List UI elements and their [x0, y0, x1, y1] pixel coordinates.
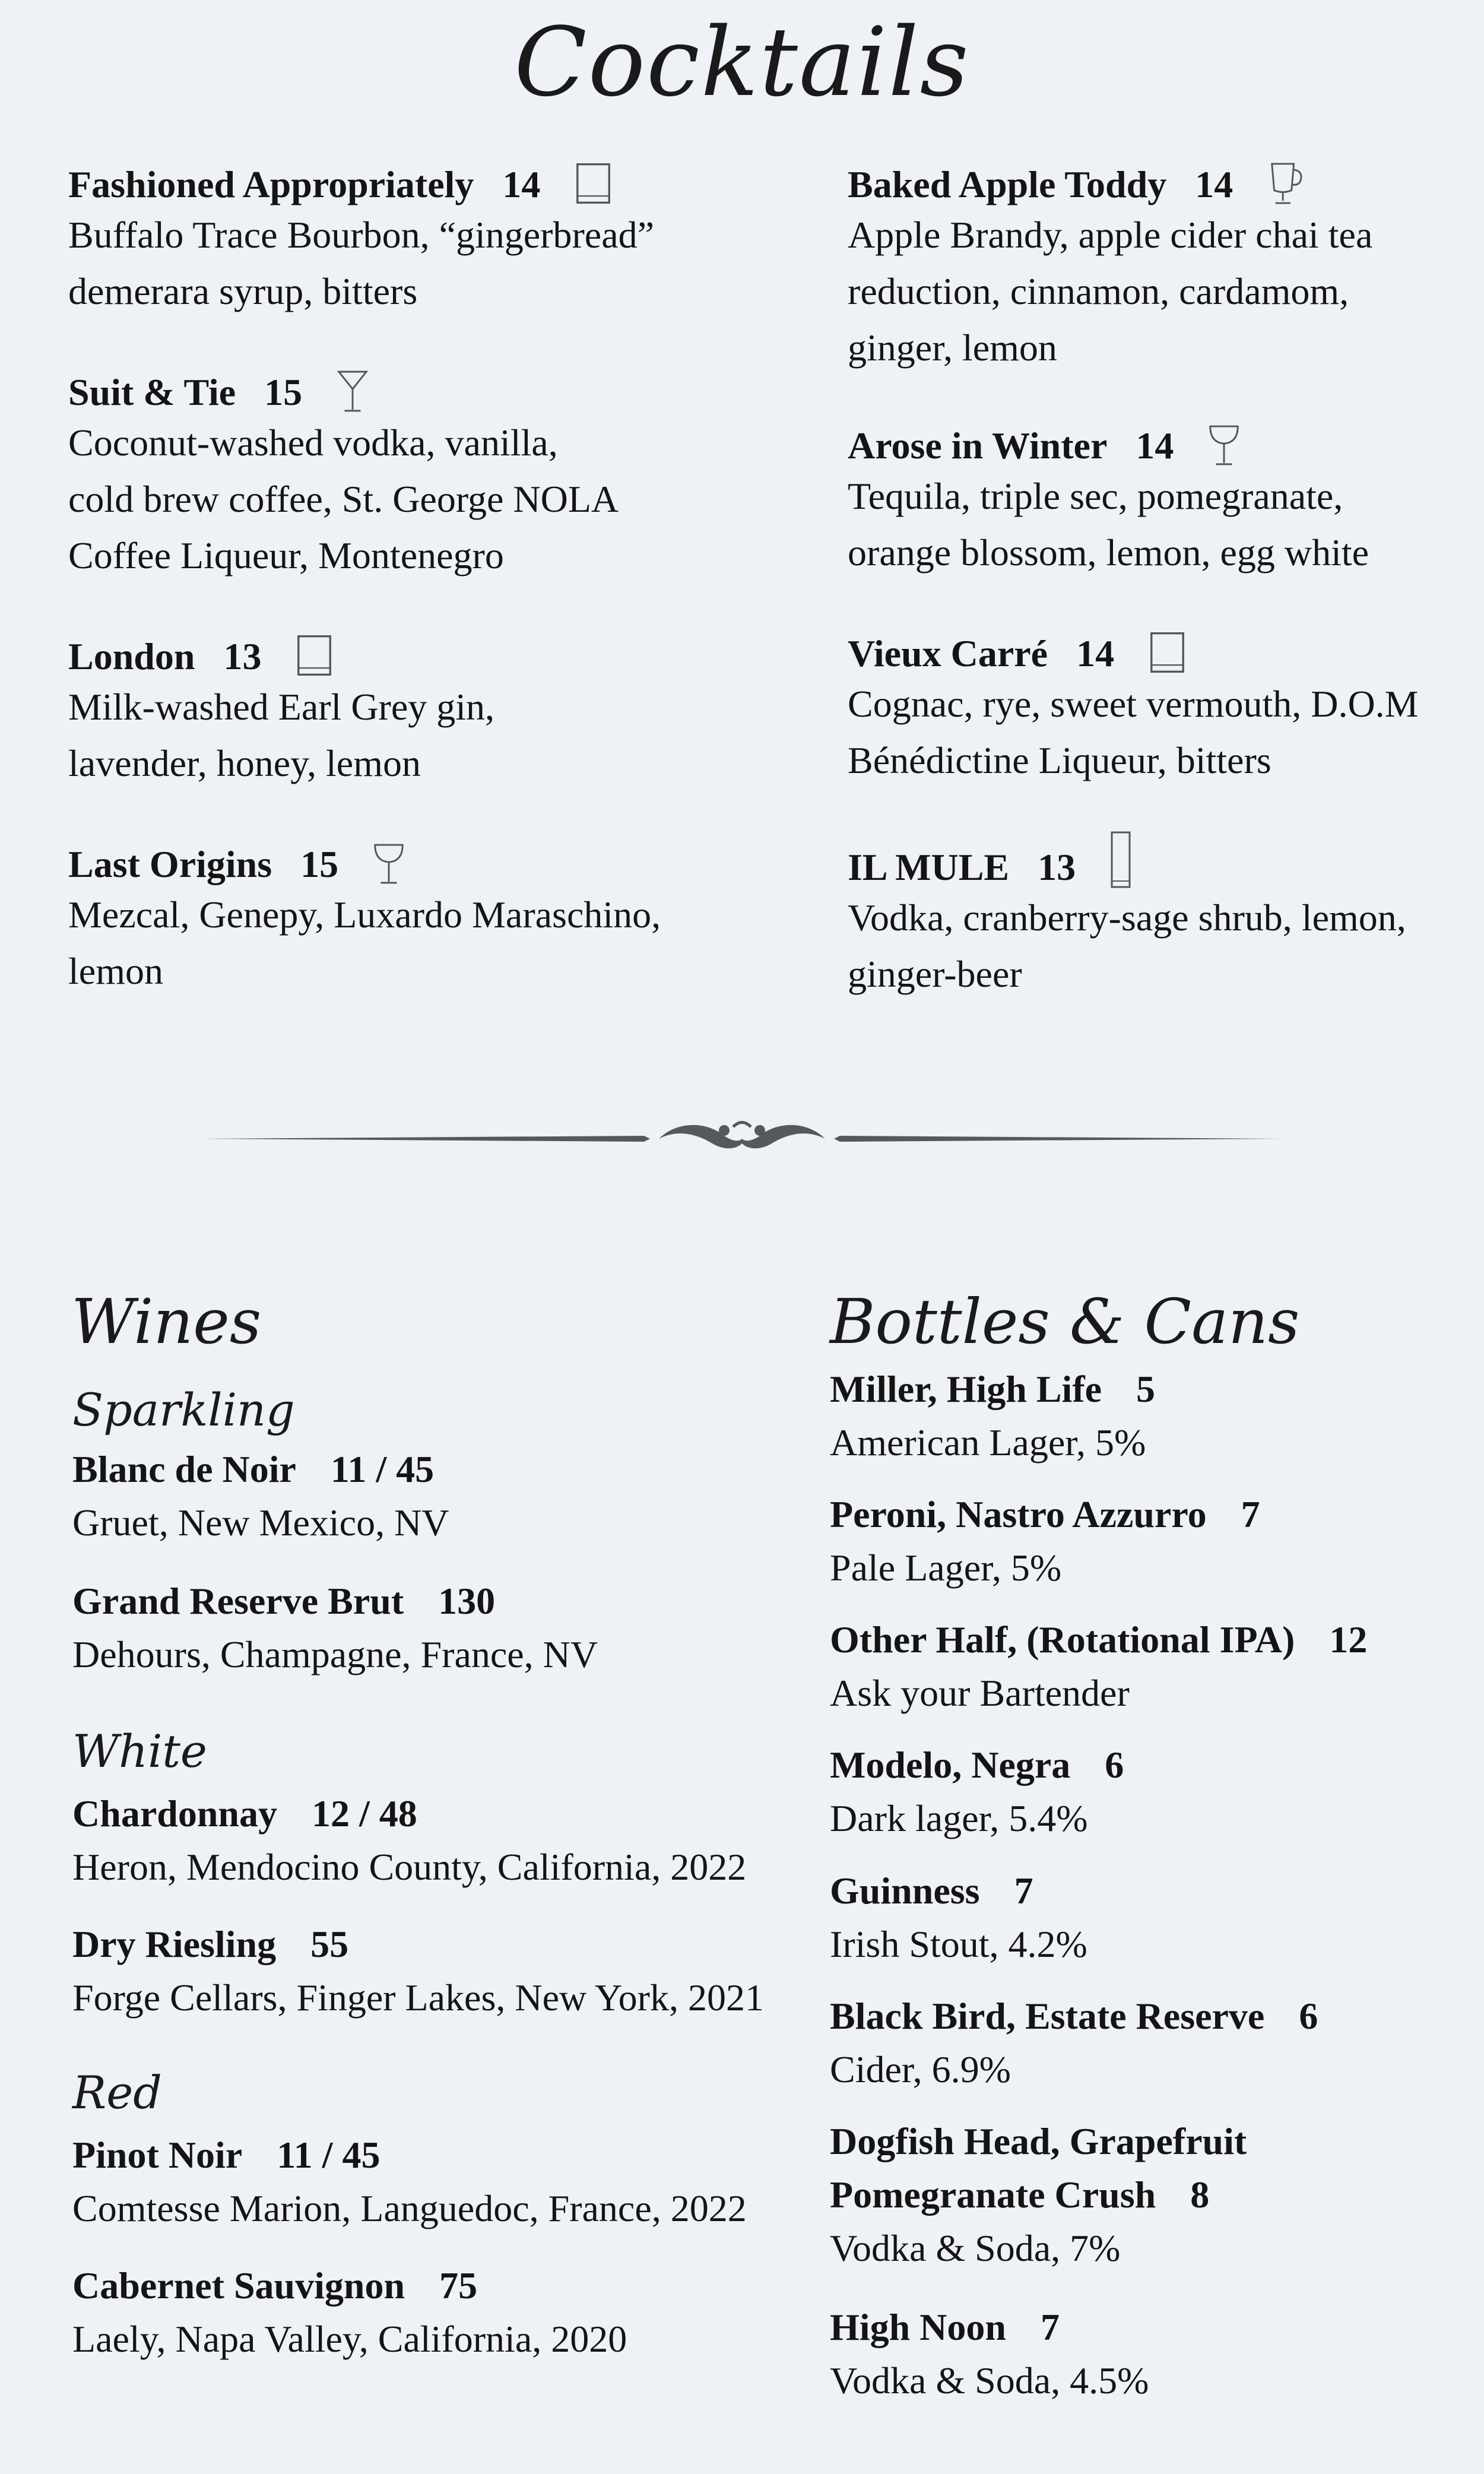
beer-price: 6 [1299, 1995, 1318, 2037]
beer-name: Other Half, (Rotational IPA) [830, 1618, 1295, 1661]
cocktail-name: Vieux Carré [848, 632, 1048, 674]
cocktail-name: Baked Apple Toddy [848, 163, 1167, 205]
beer-description: Irish Stout, 4.2% [830, 1923, 1087, 1965]
beer-price: 7 [1040, 2306, 1060, 2348]
beer-description: Vodka & Soda, 7% [830, 2227, 1121, 2269]
wine-price: 130 [438, 1580, 496, 1622]
coupe-glass-icon [372, 840, 406, 886]
wine-description: Dehours, Champagne, France, NV [72, 1633, 598, 1675]
wine-name: Pinot Noir [72, 2134, 243, 2176]
beer-name-line1: Dogfish Head, Grapefruit [830, 2120, 1247, 2162]
beer-item [830, 2115, 1247, 2275]
cocktail-name: Suit & Tie [68, 371, 236, 413]
beer-description: Cider, 6.9% [830, 2048, 1011, 2090]
wine-price: 55 [310, 1923, 349, 1965]
wine-name: Dry Riesling [72, 1923, 277, 1965]
beer-name: Modelo, Negra [830, 1744, 1071, 1786]
wine-description: Heron, Mendocino County, California, 2022 [72, 1846, 747, 1888]
beer-item [830, 1363, 1155, 1469]
beer-item [830, 1738, 1124, 1845]
cocktail-item [848, 416, 1369, 581]
cocktail-price: 14 [1195, 163, 1234, 205]
beer-description: Ask your Bartender [830, 1672, 1130, 1714]
beer-description: Vodka & Soda, 4.5% [830, 2359, 1149, 2402]
wine-item [72, 2259, 627, 2366]
wine-item [72, 1918, 764, 2025]
cocktail-price: 14 [1076, 632, 1115, 674]
cocktail-description: Milk-washed Earl Grey gin, lavender, honey, lemon [68, 686, 495, 784]
cocktail-price: 14 [502, 163, 541, 205]
cocktail-price: 13 [1038, 846, 1076, 888]
cocktail-description: Tequila, triple sec, pomegranate, orange blossom, lemon, egg white [848, 475, 1369, 574]
wine-description: Laely, Napa Valley, California, 2020 [72, 2318, 627, 2360]
wine-name: Cabernet Sauvignon [72, 2264, 405, 2307]
beer-item [830, 1990, 1318, 2096]
wine-price: 11 / 45 [330, 1448, 435, 1490]
wine-name: Blanc de Noir [72, 1448, 296, 1490]
beer-price: 12 [1329, 1618, 1368, 1661]
wine-item [72, 1787, 746, 1894]
beer-name: Miller, High Life [830, 1368, 1102, 1410]
cocktail-item [68, 154, 654, 319]
cocktail-item [68, 362, 619, 584]
wine-description: Gruet, New Mexico, NV [72, 1501, 449, 1544]
wine-description: Forge Cellars, Finger Lakes, New York, 2021 [72, 1976, 764, 2019]
wine-price: 12 / 48 [312, 1792, 417, 1835]
cocktail-price: 13 [223, 635, 262, 677]
cocktail-price: 15 [264, 371, 303, 413]
cocktail-price: 14 [1136, 425, 1174, 467]
coupe-glass-icon [1207, 422, 1241, 468]
beer-name: Pomegranate Crush [830, 2174, 1156, 2216]
beer-name: Black Bird, Estate Reserve [830, 1995, 1265, 2037]
beer-item [830, 1864, 1087, 1971]
cocktail-price: 15 [300, 843, 339, 885]
wine-name: Grand Reserve Brut [72, 1580, 404, 1622]
cocktail-name: London [68, 635, 195, 677]
cocktail-item [68, 834, 661, 999]
highball-glass-icon [1109, 830, 1133, 889]
wines-title: Wines [71, 1285, 262, 1358]
cocktail-item [848, 623, 1419, 788]
martini-glass-icon [335, 368, 370, 414]
beer-description: Pale Lager, 5% [830, 1547, 1062, 1589]
cocktail-item [848, 154, 1372, 376]
ornamental-divider [202, 1109, 1282, 1168]
sparkling-subtitle: Sparkling [72, 1383, 295, 1436]
cocktails-title: Cocktails [514, 7, 970, 118]
wine-item [72, 2128, 747, 2235]
toddy-mug-icon [1266, 160, 1307, 207]
beer-price: 7 [1014, 1870, 1033, 1912]
beer-price: 6 [1105, 1744, 1124, 1786]
rocks-glass-icon [573, 160, 613, 207]
cocktail-description: Apple Brandy, apple cider chai tea reduction, cinnamon, cardamom, ginger, lemon [848, 214, 1373, 369]
wine-price: 11 / 45 [277, 2134, 380, 2176]
beer-item [830, 1613, 1367, 1720]
rocks-glass-icon [1147, 629, 1187, 676]
cocktail-name: IL MULE [848, 846, 1010, 888]
red-subtitle: Red [72, 2066, 162, 2119]
beer-item [830, 2301, 1149, 2408]
beer-description: American Lager, 5% [830, 1421, 1146, 1464]
cocktail-name: Fashioned Appropriately [68, 163, 474, 205]
white-subtitle: White [72, 1725, 207, 1778]
wine-description: Comtesse Marion, Languedoc, France, 2022 [72, 2187, 747, 2229]
beer-name: Peroni, Nastro Azzurro [830, 1493, 1207, 1535]
beer-item [830, 1488, 1260, 1595]
wine-price: 75 [439, 2264, 478, 2307]
beer-price: 5 [1136, 1368, 1156, 1410]
wine-item [72, 1575, 598, 1681]
beer-name: High Noon [830, 2306, 1006, 2348]
cocktail-description: Mezcal, Genepy, Luxardo Maraschino, lemon [68, 894, 661, 992]
cocktail-item [848, 837, 1406, 1002]
cocktail-description: Buffalo Trace Bourbon, “gingerbread” demerara syrup, bitters [68, 214, 654, 312]
beer-name: Guinness [830, 1870, 980, 1912]
wine-name: Chardonnay [72, 1792, 277, 1835]
cocktail-description: Cognac, rye, sweet vermouth, D.O.M Bénédictine Liqueur, bitters [848, 683, 1419, 781]
cocktail-name: Last Origins [68, 843, 272, 885]
beer-price: 8 [1190, 2174, 1210, 2216]
cocktail-name: Arose in Winter [848, 425, 1108, 467]
bottles-cans-title: Bottles & Cans [830, 1285, 1300, 1358]
cocktail-description: Coconut-washed vodka, vanilla, cold brew coffee, St. George NOLA Coffee Liqueur, Montenegro [68, 422, 619, 576]
beer-price: 7 [1241, 1493, 1260, 1535]
cocktail-description: Vodka, cranberry-sage shrub, lemon, ginger-beer [848, 897, 1406, 995]
wine-item [72, 1443, 449, 1550]
beer-description: Dark lager, 5.4% [830, 1797, 1088, 1839]
rocks-glass-icon [294, 632, 334, 679]
cocktail-item [68, 626, 494, 791]
